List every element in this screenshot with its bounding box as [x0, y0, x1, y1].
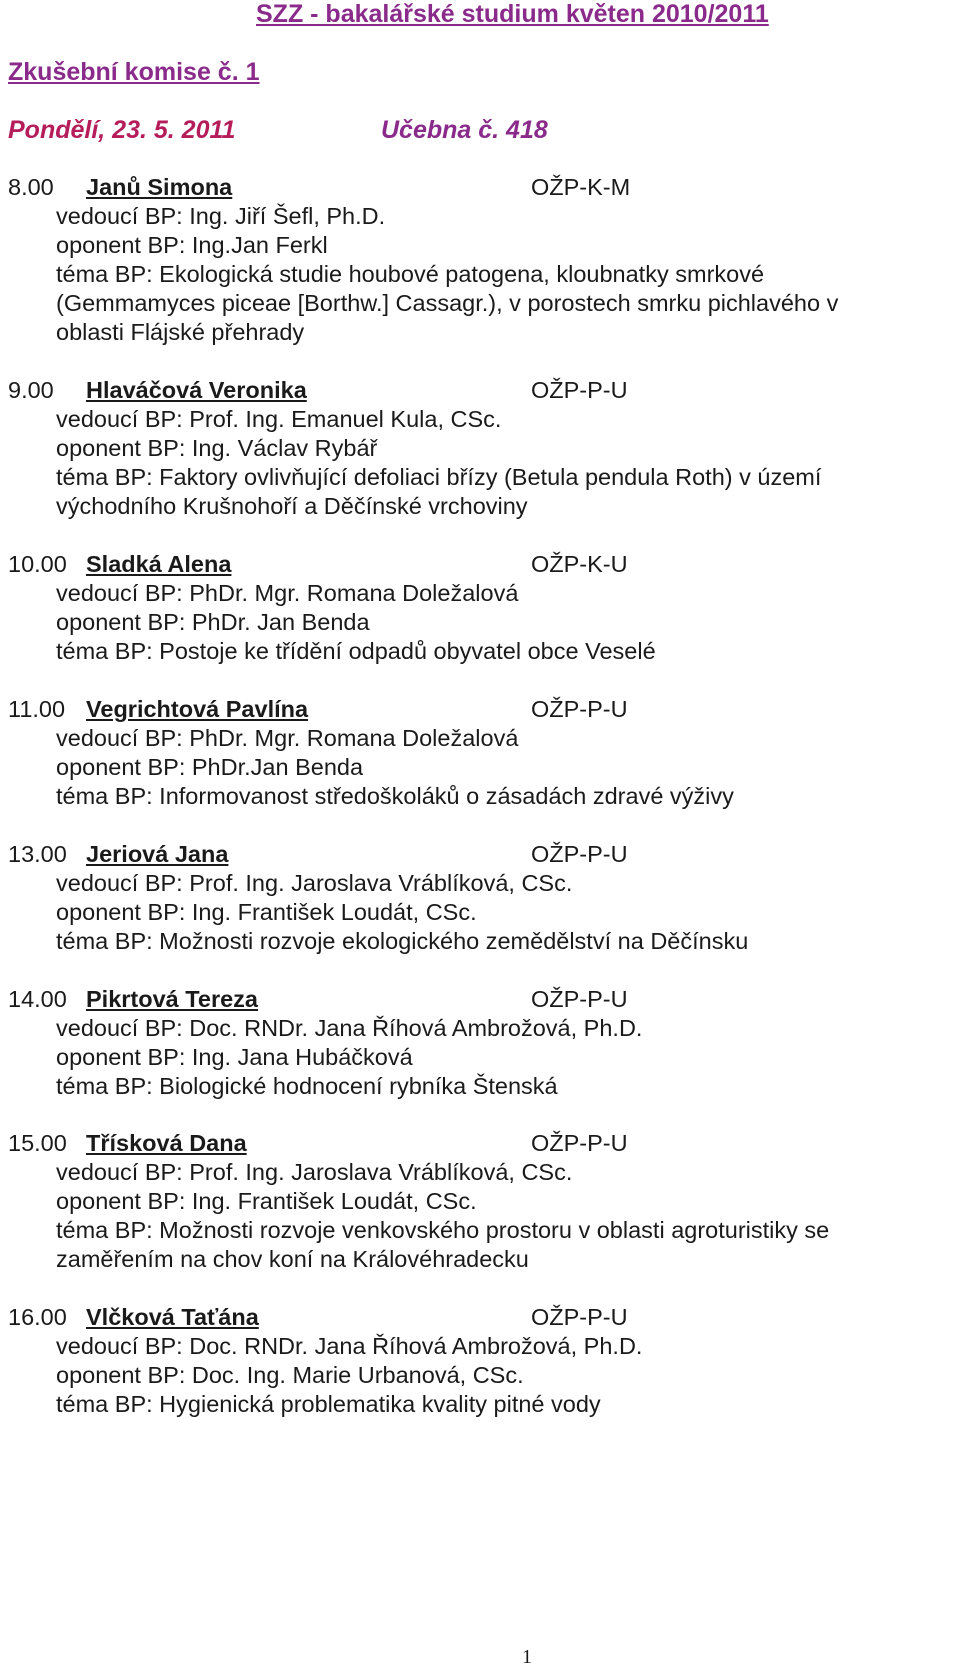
study-program: OŽP-P-U [531, 696, 628, 722]
topic-line: (Gemmamyces piceae [Borthw.] Cassagr.), v porostech smrku pichlavého v [56, 290, 839, 316]
entry-time: 16.00 [8, 1304, 67, 1330]
student-name: Třísková Dana [86, 1130, 247, 1156]
topic-line: téma BP: Biologické hodnocení rybníka Štenská [56, 1073, 558, 1099]
opponent-line: oponent BP: Doc. Ing. Marie Urbanová, CSc. [56, 1362, 524, 1388]
topic-line: téma BP: Hygienická problematika kvality pitné vody [56, 1391, 601, 1417]
student-name: Pikrtová Tereza [86, 986, 258, 1012]
supervisor-line: vedoucí BP: PhDr. Mgr. Romana Doležalová [56, 580, 519, 606]
study-program: OŽP-K-U [531, 551, 628, 577]
opponent-line: oponent BP: PhDr. Jan Benda [56, 609, 370, 635]
committee-heading: Zkušební komise č. 1 [8, 58, 260, 86]
topic-line: oblasti Flájské přehrady [56, 319, 305, 345]
study-program: OŽP-P-U [531, 841, 628, 867]
entry-time: 11.00 [8, 696, 66, 722]
supervisor-line: vedoucí BP: Doc. RNDr. Jana Říhová Ambrožová, Ph.D. [56, 1333, 643, 1359]
topic-line: téma BP: Postoje ke třídění odpadů obyvatel obce Veselé [56, 638, 656, 664]
supervisor-line: vedoucí BP: Prof. Ing. Jaroslava Vráblíková, CSc. [56, 1159, 573, 1185]
supervisor-line: vedoucí BP: Prof. Ing. Emanuel Kula, CSc. [56, 406, 502, 432]
study-program: OŽP-P-U [531, 1130, 628, 1156]
page-number: 1 [522, 1646, 532, 1668]
study-program: OŽP-P-U [531, 1304, 628, 1330]
student-name: Vegrichtová Pavlína [86, 696, 309, 722]
topic-line: východního Krušnohoří a Děčínské vrchoviny [56, 493, 528, 519]
supervisor-line: vedoucí BP: Ing. Jiří Šefl, Ph.D. [56, 203, 386, 229]
exam-room: Učebna č. 418 [381, 116, 548, 144]
student-name: Sladká Alena [86, 551, 232, 577]
exam-day: Pondělí, 23. 5. 2011 [8, 116, 236, 144]
document-title: SZZ - bakalářské studium květen 2010/2011 [256, 0, 769, 28]
opponent-line: oponent BP: Ing. Václav Rybář [56, 435, 378, 461]
topic-line: zaměřením na chov koní na Královéhradecku [56, 1246, 529, 1272]
entry-time: 15.00 [8, 1130, 67, 1156]
opponent-line: oponent BP: Ing. František Loudát, CSc. [56, 1188, 477, 1214]
opponent-line: oponent BP: Ing. Jana Hubáčková [56, 1044, 413, 1070]
opponent-line: oponent BP: PhDr.Jan Benda [56, 754, 364, 780]
opponent-line: oponent BP: Ing. František Loudát, CSc. [56, 899, 477, 925]
student-name: Hlaváčová Veronika [86, 377, 307, 403]
entry-time: 10.00 [8, 551, 67, 577]
opponent-line: oponent BP: Ing.Jan Ferkl [56, 232, 328, 258]
supervisor-line: vedoucí BP: PhDr. Mgr. Romana Doležalová [56, 725, 519, 751]
topic-line: téma BP: Ekologická studie houbové patogena, kloubnatky smrkové [56, 261, 765, 287]
topic-line: téma BP: Faktory ovlivňující defoliaci břízy (Betula pendula Roth) v území [56, 464, 822, 490]
supervisor-line: vedoucí BP: Doc. RNDr. Jana Říhová Ambrožová, Ph.D. [56, 1015, 643, 1041]
supervisor-line: vedoucí BP: Prof. Ing. Jaroslava Vráblíková, CSc. [56, 870, 573, 896]
entry-time: 13.00 [8, 841, 67, 867]
entry-time: 14.00 [8, 986, 67, 1012]
student-name: Jeriová Jana [86, 841, 229, 867]
student-name: Vlčková Taťána [86, 1304, 259, 1330]
topic-line: téma BP: Informovanost středoškoláků o zásadách zdravé výživy [56, 783, 734, 809]
study-program: OŽP-K-M [531, 174, 631, 200]
student-name: Janů Simona [86, 174, 233, 200]
entry-time: 9.00 [8, 377, 54, 403]
study-program: OŽP-P-U [531, 986, 628, 1012]
entry-time: 8.00 [8, 174, 54, 200]
topic-line: téma BP: Možnosti rozvoje venkovského prostoru v oblasti agroturistiky se [56, 1217, 830, 1243]
study-program: OŽP-P-U [531, 377, 628, 403]
topic-line: téma BP: Možnosti rozvoje ekologického zemědělství na Děčínsku [56, 928, 749, 954]
